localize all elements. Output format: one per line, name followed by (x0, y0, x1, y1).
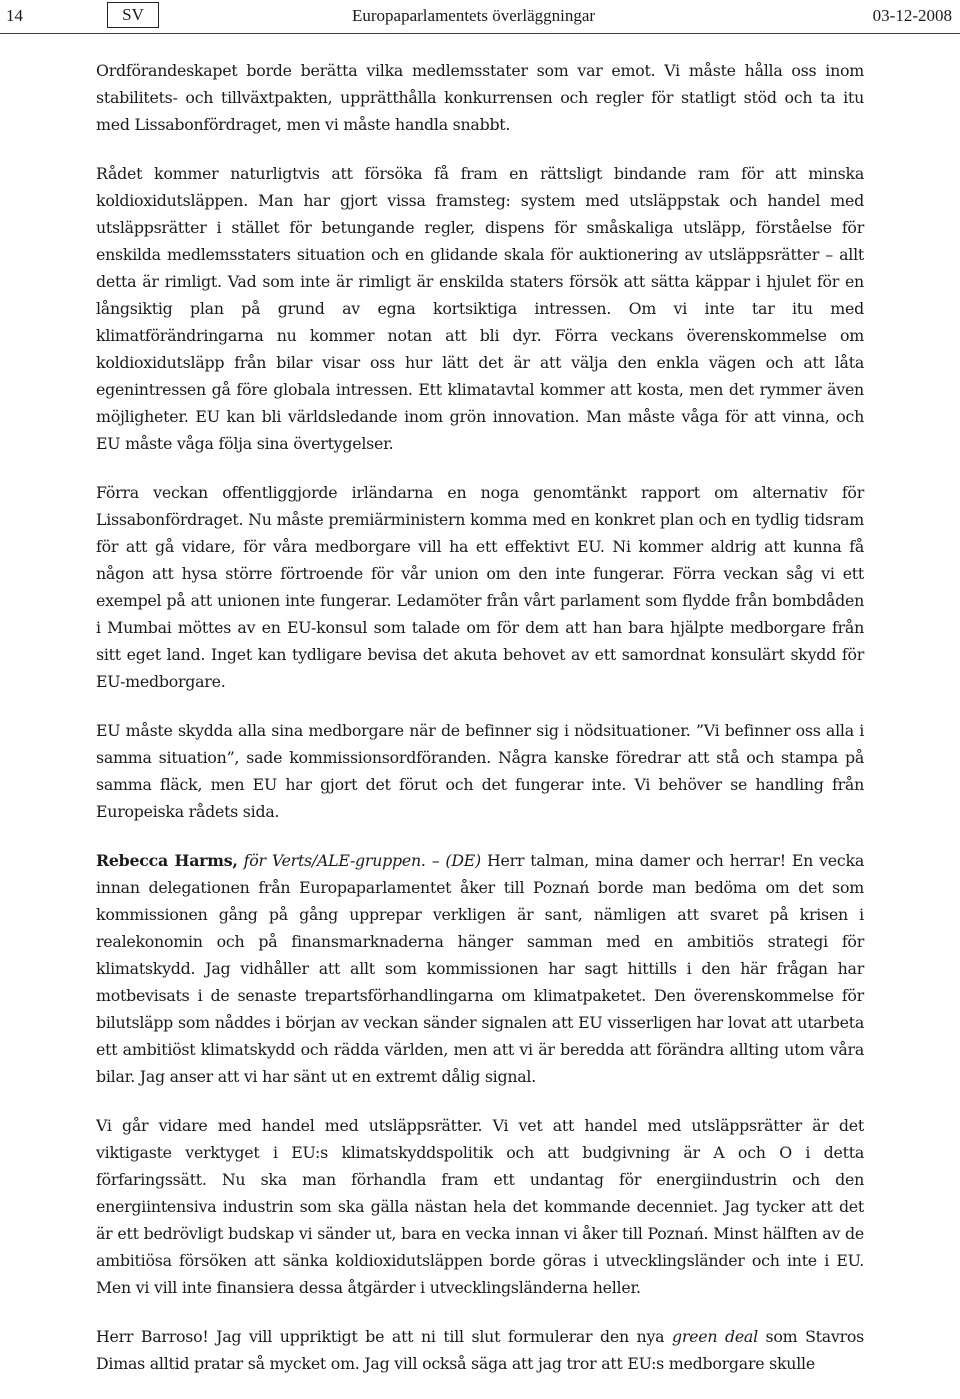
speech-text: Herr talman, mina damer och herrar! En vecka innan delegationen från Europaparlamentet åker till Poznań borde man bedöma om det som kommissionen gång på gång upprepar verkligen är sant, nämligen att svaret på krisen i realekonomin och på finansmarknaderna hänger samman med en ambitiös strategi för klimatskydd. Jag vidhåller att allt som kommissionen har sagt hittills i den här frågan har motbevisats i de senaste trepartsförhandlingarna om klimatpaketet. Den överenskommelse för bilutsläpp som nåddes i början av veckan sänder signalen att EU visserligen har lovat att utarbeta ett ambitiöst klimatskydd och rädda världen, men att vi är beredda att förändra allting utom våra bilar. Jag anser att vi har sänt ut en extremt dålig signal. (96, 851, 864, 1086)
language-box: SV (107, 2, 159, 28)
speech-dash: – (425, 851, 446, 870)
document-body (96, 57, 864, 1399)
running-header (0, 0, 960, 34)
speech-text: som Stavros Dimas alltid pratar så mycket om. Jag vill också säga att jag tror att EU:s medborgare skulle (96, 1327, 864, 1373)
speech-text: Herr Barroso! Jag vill uppriktigt be att ni till slut formulerar den nya (96, 1327, 672, 1346)
publication-title: Europaparlamentets överläggningar (352, 6, 596, 25)
paragraph: EU måste skydda alla sina medborgare när de befinner sig i nödsituationer. ”Vi befinner oss alla i samma situation”, sade kommissionsordföranden. Några kanske föredrar att stå och stampa på samma fläck, men EU har gjort det förut och det fungerar inte. Vi behöver se handling från Europeiska rådets sida. (96, 721, 864, 821)
speech-language: (DE) (445, 851, 481, 870)
paragraph: Förra veckan offentliggjorde irländarna en noga genomtänkt rapport om alternativ för Lissabonfördraget. Nu måste premiärministern komma med en konkret plan och en tydlig tidsram för att gå vidare, för våra medborgare vill ha ett effektivt EU. Ni kommer aldrig att kunna få någon att hysa större förtroende för vår union om den inte fungerar. Förra veckan såg vi ett exempel på att unionen inte fungerar. Ledamöter från vårt parlament som flydde från bombdåden i Mumbai möttes av en EU-konsul som talade om för dem att han bara hjälpte medborgare från sitt eget land. Inget kan tydligare bevisa det akuta behovet av ett samordnat konsulärt skydd för EU-medborgare. (96, 483, 864, 691)
page-number: 14 (6, 6, 23, 25)
speaker-affiliation: för Verts/ALE-gruppen. (243, 851, 426, 870)
speech-paragraph (96, 1323, 864, 1377)
paragraph: Ordförandeskapet borde berätta vilka medlemsstater som var emot. Vi måste hålla oss inom stabilitets- och tillväxtpakten, upprätthålla konkurrensen och regler för statligt stöd och ta itu med Lissabonfördraget, men vi måste handla snabbt. (96, 61, 864, 134)
emphasis-term: green deal (672, 1327, 758, 1346)
paragraph: Rådet kommer naturligtvis att försöka få fram en rättsligt bindande ram för att minska koldioxidutsläppen. Man har gjort vissa framsteg: system med utsläppstak och handel med utsläppsrätter i stället för betungande regler, dispens för småskaliga utsläpp, förståelse för enskilda medlemsstaters situation och en glidande skala för auktionering av utsläppsrätter – allt detta är rimligt. Vad som inte är rimligt är enskilda staters försök att sätta käppar i hjulet för en långsiktig plan på grund av egna kortsiktiga intressen. Om vi inte tar itu med klimatförändringarna nu kommer notan att bli dyr. Förra veckans överenskommelse om koldioxidutsläpp från bilar visar oss hur lätt det är att välja den enkla vägen och att låta egenintressen gå före globala intressen. Ett klimatavtal kommer att kosta, men det rymmer även möjligheter. EU kan bli världsledande inom grön innovation. Man måste våga för att vinna, och EU måste våga följa sina övertygelser. (96, 164, 864, 453)
publication-date: 03-12-2008 (872, 6, 952, 25)
speech-paragraph: Vi går vidare med handel med utsläppsrätter. Vi vet att handel med utsläppsrätter är det viktigaste verktyget i EU:s klimatskyddspolitik och att budgivning är A och O i detta förfaringssätt. Nu ska man förhandla fram ett undantag för energiindustrin och den energiintensiva industrin som ska gälla nästan hela det kommande decenniet. Jag tycker att det är ett bedrövligt budskap vi sänder ut, bara en vecka innan vi åker till Poznań. Minst hälften av de ambitiösa försöken att sänka koldioxidutsläppen borde göras i utvecklingsländer och inte i EU. Men vi vill inte finansiera dessa åtgärder i utvecklingsländerna heller. (96, 1116, 864, 1297)
speech-paragraph (96, 847, 864, 1090)
speaker-name: Rebecca Harms, (96, 851, 238, 870)
